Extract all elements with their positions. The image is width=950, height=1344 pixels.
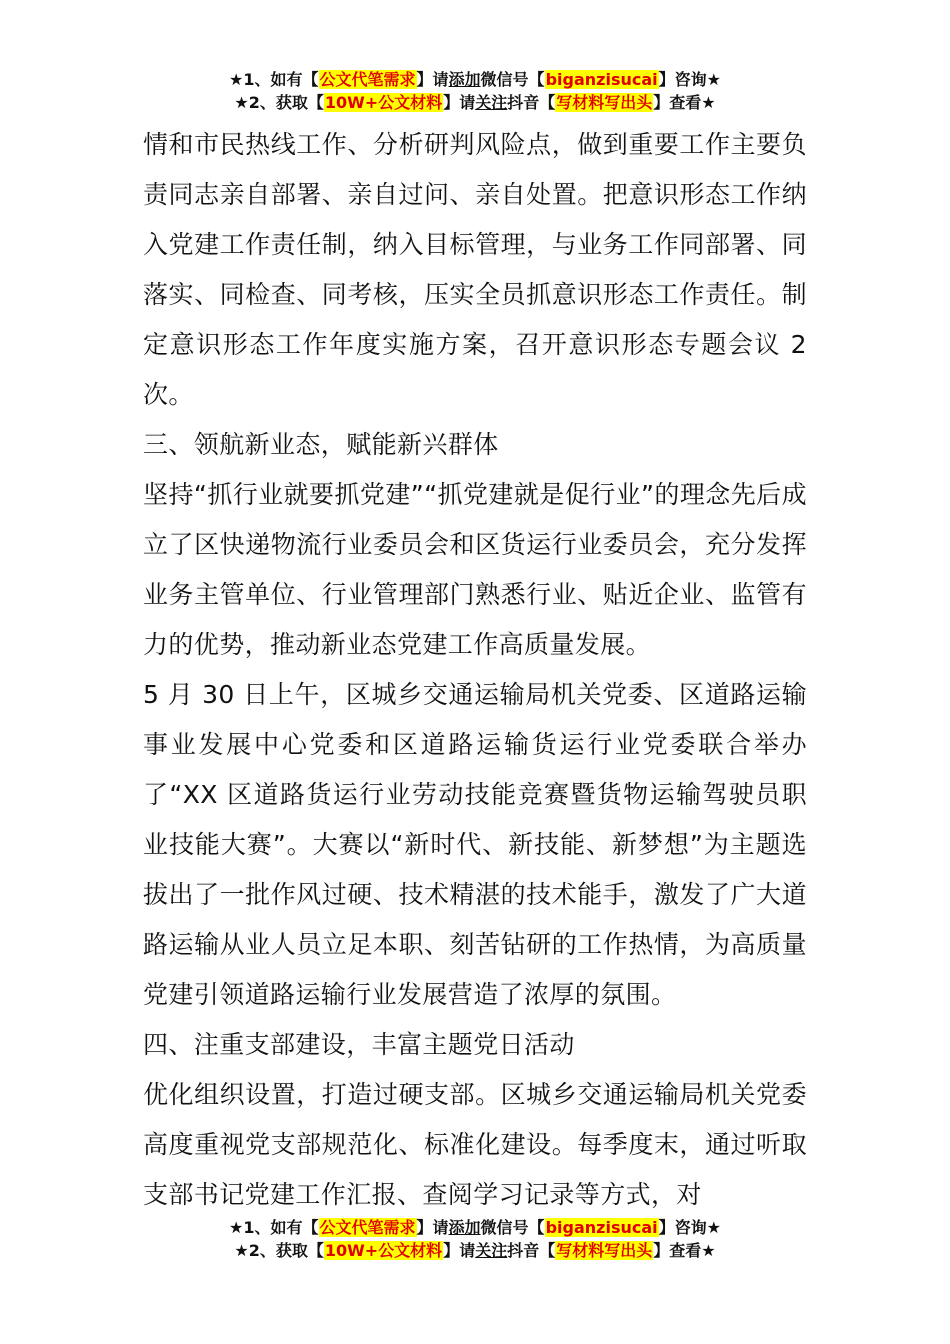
banner-text: 】请 <box>416 70 449 89</box>
banner-underlined: 关注 <box>475 1241 508 1260</box>
banner-underlined: 关注 <box>475 93 508 112</box>
paragraph: 坚持“抓行业就要抓党建”“抓党建就是促行业”的理念先后成立了区快递物流行业委员会和区货运行业委员会，充分发挥业务主管单位、行业管理部门熟悉行业、贴近企业、监管有力的优势，推动新业态党建工作高质量发展。 <box>143 480 807 659</box>
banner-text: ★2、获取【 <box>234 1241 324 1260</box>
banner-text: 】请 <box>443 1241 476 1260</box>
banner-line-1 <box>0 1216 950 1239</box>
banner-highlight: 公文代笔需求 <box>319 1218 416 1237</box>
banner-text: 抖音【 <box>507 1241 556 1260</box>
banner-text: 】咨询★ <box>658 1218 721 1237</box>
banner-text: 】查看★ <box>653 93 716 112</box>
banner-highlight: biganzisucai <box>545 70 658 89</box>
banner-text: 】请 <box>416 1218 449 1237</box>
banner-text: 微信号【 <box>480 70 545 89</box>
banner-text: ★1、如有【 <box>229 1218 319 1237</box>
banner-line-2 <box>0 91 950 114</box>
banner-highlight: biganzisucai <box>545 1218 658 1237</box>
banner-highlight: 10W+公文材料 <box>324 1241 443 1260</box>
banner-text: 】咨询★ <box>658 70 721 89</box>
banner-highlight: 写材料写出头 <box>556 1241 653 1260</box>
banner-line-1 <box>0 68 950 91</box>
banner-underlined: 添加 <box>448 70 481 89</box>
banner-text: ★2、获取【 <box>234 93 324 112</box>
header-banner <box>0 68 950 114</box>
banner-text: 抖音【 <box>507 93 556 112</box>
banner-text: 】查看★ <box>653 1241 716 1260</box>
banner-highlight: 公文代笔需求 <box>319 70 416 89</box>
banner-underlined: 添加 <box>448 1218 481 1237</box>
paragraph: 情和市民热线工作、分析研判风险点，做到重要工作主要负责同志亲自部署、亲自过问、亲自处置。把意识形态工作纳入党建工作责任制，纳入目标管理，与业务工作同部署、同落实、同检查、同考核，压实全员抓意识形态工作责任。制定意识形态工作年度实施方案，召开意识形态专题会议 2 次。 <box>143 130 807 409</box>
section-heading: 四、注重支部建设，丰富主题党日活动 <box>143 1030 575 1059</box>
footer-banner <box>0 1216 950 1262</box>
banner-highlight: 10W+公文材料 <box>324 93 443 112</box>
banner-line-2 <box>0 1239 950 1262</box>
document-body <box>143 120 807 1220</box>
banner-text: 】请 <box>443 93 476 112</box>
banner-text: 微信号【 <box>480 1218 545 1237</box>
paragraph: 优化组织设置，打造过硬支部。区城乡交通运输局机关党委高度重视党支部规范化、标准化建设。每季度末，通过听取支部书记党建工作汇报、查阅学习记录等方式，对 <box>143 1080 807 1209</box>
paragraph: 5 月 30 日上午，区城乡交通运输局机关党委、区道路运输事业发展中心党委和区道路运输货运行业党委联合举办了“XX 区道路货运行业劳动技能竞赛暨货物运输驾驶员职业技能大赛”。大赛以“新时代、新技能、新梦想”为主题选拔出了一批作风过硬、技术精湛的技术能手，激发了广大道路运输从业人员立足本职、刻苦钻研的工作热情，为高质量党建引领道路运输行业发展营造了浓厚的氛围。 <box>143 680 807 1009</box>
banner-highlight: 写材料写出头 <box>556 93 653 112</box>
section-heading: 三、领航新业态，赋能新兴群体 <box>143 430 499 459</box>
banner-text: ★1、如有【 <box>229 70 319 89</box>
